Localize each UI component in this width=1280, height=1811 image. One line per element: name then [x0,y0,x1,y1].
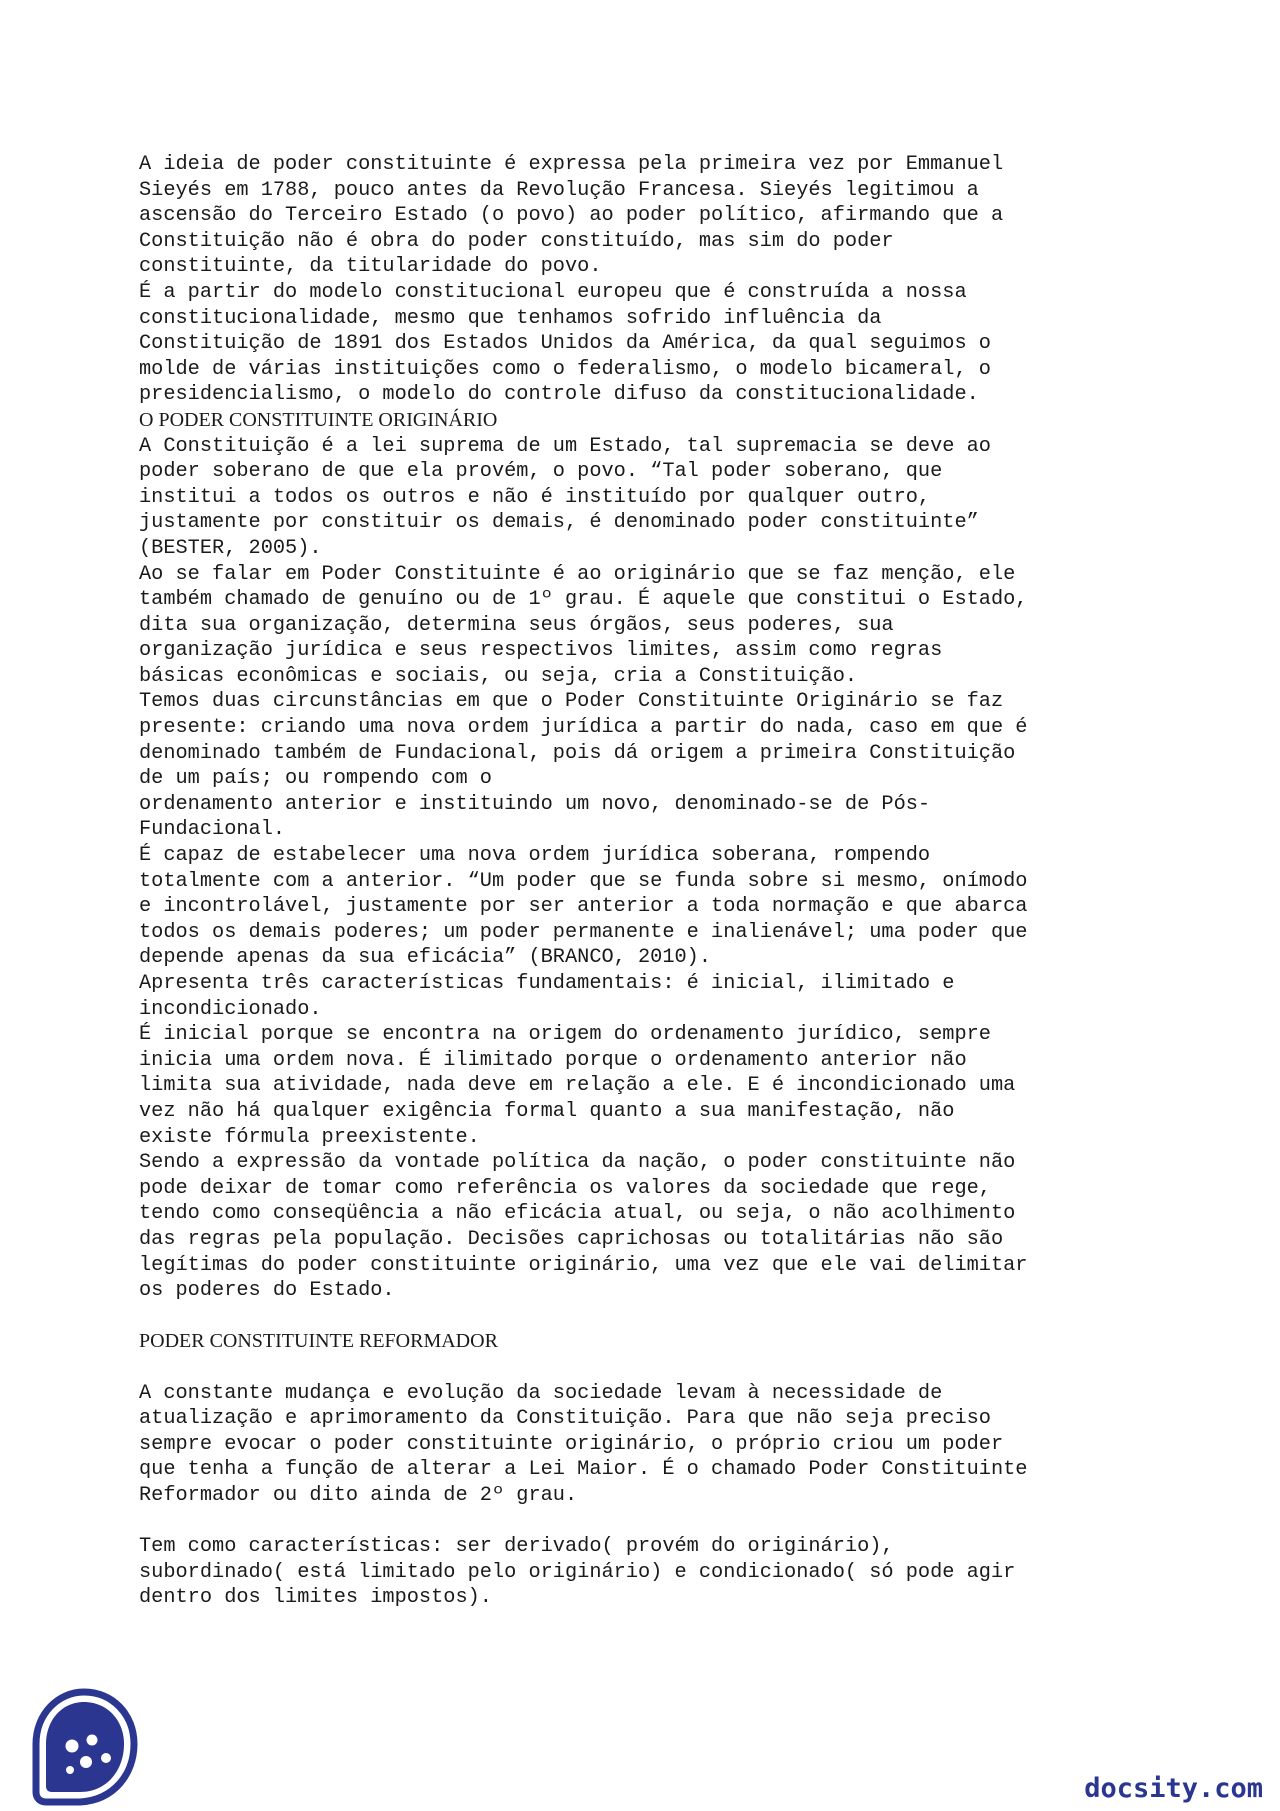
text-line: totalmente com a anterior. “Um poder que se funda sobre si mesmo, onímodo [139,869,1028,893]
text-line: A ideia de poder constituinte é expressa pela primeira vez por Emmanuel [139,153,1004,176]
text-line: institui a todos os outros e não é instituído por qualquer outro, [139,485,931,509]
text-line: que tenha a função de alterar a Lei Maior. É o chamado Poder Constituinte [139,1458,1028,1482]
text-line: sempre evocar o poder constituinte originário, o próprio criou um poder [139,1432,1004,1456]
section-heading: PODER CONSTITUINTE REFORMADOR [139,1330,498,1353]
text-line: existe fórmula preexistente. [139,1125,480,1149]
text-line: presidencialismo, o modelo do controle difuso da constitucionalidade. [139,383,979,407]
text-line: tendo como conseqüência a não eficácia atual, ou seja, o não acolhimento [139,1202,1016,1226]
text-line: atualização e aprimoramento da Constituição. Para que não seja preciso [139,1407,991,1431]
text-line: Constituição de 1891 dos Estados Unidos da América, da qual seguimos o [139,332,991,356]
text-line: das regras pela população. Decisões caprichosas ou totalitárias não são [139,1227,1004,1251]
text-line: poder soberano de que ela provém, o povo. “Tal poder soberano, que [139,460,943,484]
text-line: também chamado de genuíno ou de 1º grau. É aquele que constitui o Estado, [139,588,1028,612]
text-line: limita sua atividade, nada deve em relação a ele. E é incondicionado uma [139,1074,1016,1098]
text-line: É capaz de estabelecer uma nova ordem jurídica soberana, rompendo [139,844,931,868]
text-line: Ao se falar em Poder Constituinte é ao originário que se faz menção, ele [139,562,1016,586]
docsity-brand-text[interactable]: docsity.com [1084,1773,1263,1804]
text-line: básicas econômicas e sociais, ou seja, cria a Constituição. [139,664,858,688]
section-heading: O PODER CONSTITUINTE ORIGINÁRIO [139,408,498,431]
text-line: É a partir do modelo constitucional europeu que é construída a nossa [139,280,967,304]
text-line: Constituição não é obra do poder constituído, mas sim do poder [139,229,894,253]
text-line: dita sua organização, determina seus órgãos, seus poderes, sua [139,613,894,637]
text-line: A constante mudança e evolução da sociedade levam à necessidade de [139,1381,943,1405]
text-line: pode deixar de tomar como referência os valores da sociedade que rege, [139,1176,991,1200]
text-line: constituinte, da titularidade do povo. [139,255,602,279]
text-line: A Constituição é a lei suprema de um Estado, tal supremacia se deve ao [139,434,991,458]
text-line: É inicial porque se encontra na origem do ordenamento jurídico, sempre [139,1023,991,1047]
text-line: Sieyés em 1788, pouco antes da Revolução Francesa. Sieyés legitimou a [139,178,979,202]
text-line: todos os demais poderes; um poder permanente e inalienável; uma poder que [139,920,1028,944]
text-line: inicia uma ordem nova. É ilimitado porque o ordenamento anterior não [139,1048,967,1072]
document-body [139,152,1169,1611]
text-line: presente: criando uma nova ordem jurídica a partir do nada, caso em que é [139,716,1028,740]
text-line: Reformador ou dito ainda de 2º grau. [139,1483,578,1507]
text-line: incondicionado. [139,997,322,1021]
text-line: Apresenta três características fundamentais: é inicial, ilimitado e [139,972,955,995]
text-line [139,1508,1169,1534]
text-line: vez não há qualquer exigência formal quanto a sua manifestação, não [139,1099,955,1123]
text-line: (BESTER, 2005). [139,536,322,560]
text-line [139,1355,1169,1381]
text-line: ascensão do Terceiro Estado (o povo) ao poder político, afirmando que a [139,204,1004,228]
text-line: de um país; ou rompendo com o [139,767,492,791]
text-line: depende apenas da sua eficácia” (BRANCO, 2010). [139,946,712,970]
text-line: ordenamento anterior e instituindo um novo, denominado-se de Pós- [139,792,931,816]
text-line: subordinado( está limitado pelo originário) e condicionado( só pode agir [139,1560,1016,1584]
text-line: denominado também de Fundacional, pois dá origem a primeira Constituição [139,741,1016,765]
text-line: e incontrolável, justamente por ser anterior a toda normação e que abarca [139,895,1028,919]
text-line: constitucionalidade, mesmo que tenhamos sofrido influência da [139,306,882,330]
text-line: legítimas do poder constituinte originário, uma vez que ele vai delimitar [139,1253,1028,1277]
text-line: organização jurídica e seus respectivos limites, assim como regras [139,639,943,663]
text-line: Temos duas circunstâncias em que o Poder Constituinte Originário se faz [139,690,1004,714]
text-line [139,1304,1169,1330]
text-line: justamente por constituir os demais, é denominado poder constituinte” [139,511,979,535]
text-line: Tem como características: ser derivado( provém do originário), [139,1535,894,1559]
text-line: molde de várias instituições como o federalismo, o modelo bicameral, o [139,357,991,381]
text-line: Fundacional. [139,818,286,842]
text-line: os poderes do Estado. [139,1279,395,1303]
docsity-logo-icon [30,1688,138,1806]
text-line: dentro dos limites impostos). [139,1586,492,1610]
text-line: Sendo a expressão da vontade política da nação, o poder constituinte não [139,1151,1016,1175]
